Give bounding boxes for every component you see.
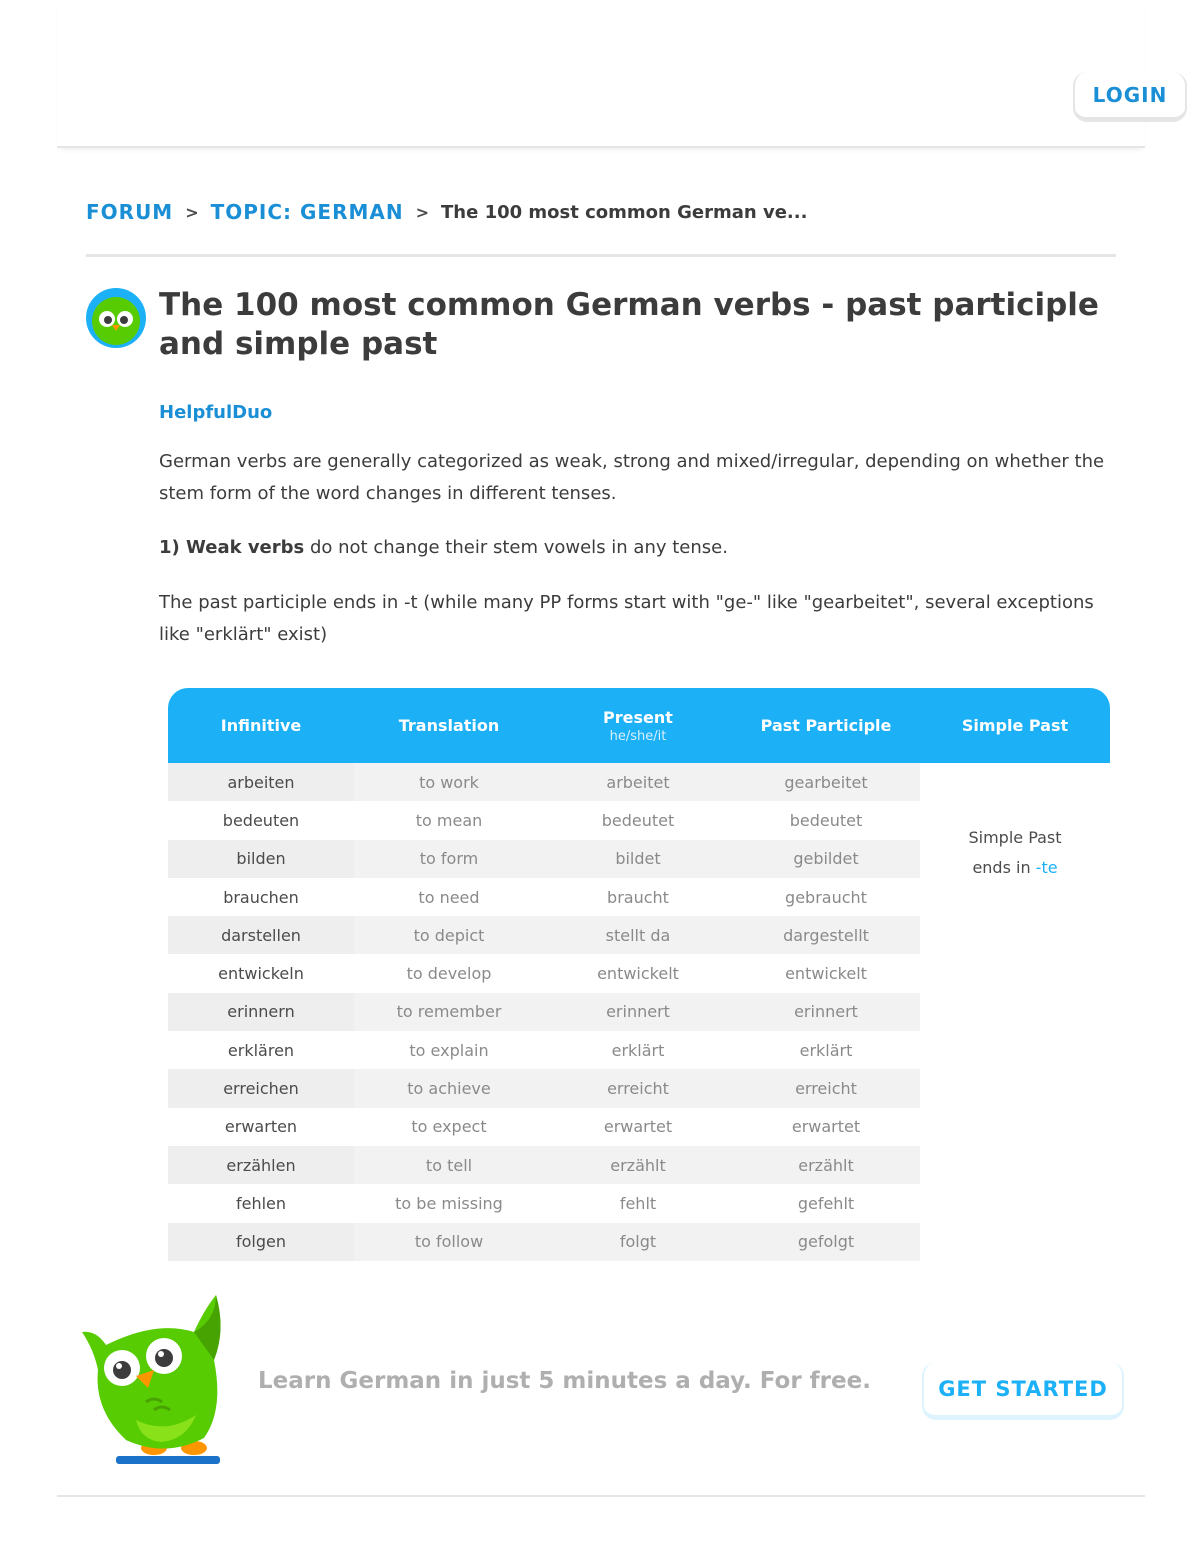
cell-present: stellt da xyxy=(544,916,732,954)
cell-simple-past xyxy=(920,954,1110,992)
table-row xyxy=(168,878,1110,916)
cell-translation: to explain xyxy=(409,1040,489,1060)
cell-translation: to achieve xyxy=(354,1069,544,1107)
cell-simple-past xyxy=(920,993,1110,1031)
cell-translation: to follow xyxy=(354,1223,544,1261)
breadcrumb-forum[interactable]: FORUM xyxy=(86,200,174,224)
cell-infinitive: bilden xyxy=(168,840,354,878)
get-started-button[interactable]: GET STARTED xyxy=(922,1362,1124,1420)
cell-past-participle: erzählt xyxy=(732,1146,920,1184)
simple-past-note xyxy=(920,823,1110,883)
header-translation: Translation xyxy=(398,716,500,735)
cell-infinitive: fehlen xyxy=(235,1193,287,1213)
breadcrumb xyxy=(86,196,1116,228)
cell-present: bildet xyxy=(544,840,732,878)
duo-owl-mascot-icon xyxy=(76,1290,226,1472)
site-header xyxy=(57,0,1168,148)
cell-simple-past xyxy=(920,1223,1110,1261)
cell-simple-past xyxy=(920,878,1110,916)
post-paragraph xyxy=(159,532,1124,564)
cell-present: entwickelt xyxy=(597,964,679,984)
cell-present: fehlt xyxy=(619,1193,657,1213)
cell-past-participle: erklärt xyxy=(799,1040,853,1060)
table-row xyxy=(168,1146,1110,1184)
header-present xyxy=(544,688,732,763)
cell-past-participle: dargestellt xyxy=(732,916,920,954)
cell-translation: to depict xyxy=(354,916,544,954)
footer-divider xyxy=(57,1495,1145,1497)
cell-infinitive: folgen xyxy=(168,1223,354,1261)
cell-simple-past xyxy=(920,1146,1110,1184)
cell-translation: to develop xyxy=(406,964,492,984)
cell-present: bedeutet xyxy=(601,810,675,830)
table-row xyxy=(168,1108,1110,1146)
cell-simple-past xyxy=(920,763,1110,801)
breadcrumb-current: The 100 most common German ve... xyxy=(441,201,808,223)
duo-owl-avatar-icon[interactable] xyxy=(86,288,146,348)
cell-present: erklärt xyxy=(611,1040,665,1060)
simple-past-note-text: ends in xyxy=(972,858,1036,877)
cell-infinitive: erreichen xyxy=(168,1069,354,1107)
post-title: The 100 most common German verbs - past participle and simple past xyxy=(159,287,1099,362)
breadcrumb-topic-german[interactable]: TOPIC: GERMAN xyxy=(210,200,404,224)
cell-past-participle: entwickelt xyxy=(785,964,867,984)
login-button[interactable]: LOGIN xyxy=(1073,72,1187,122)
cell-past-participle: bedeutet xyxy=(789,810,863,830)
divider xyxy=(86,254,1116,257)
breadcrumb-separator: > xyxy=(415,202,430,222)
cell-present: erinnert xyxy=(544,993,732,1031)
post-paragraph: German verbs are generally categorized as weak, strong and mixed/irregular, depending on whether the stem form of the word changes in different tenses. xyxy=(159,451,1105,504)
bold-text: 1) Weak verbs xyxy=(159,537,305,558)
header-infinitive: Infinitive xyxy=(220,716,302,735)
cell-translation: to be missing xyxy=(395,1193,503,1213)
cell-translation: to work xyxy=(354,763,544,801)
cell-present: erwartet xyxy=(603,1117,673,1137)
cell-past-participle: gearbeitet xyxy=(732,763,920,801)
author-name[interactable]: HelpfulDuo xyxy=(159,402,273,423)
header-present-sub: he/she/it xyxy=(609,728,667,744)
cell-simple-past xyxy=(920,1184,1110,1222)
cell-infinitive: entwickeln xyxy=(218,964,304,984)
cell-simple-past xyxy=(920,916,1110,954)
header-present-label: Present xyxy=(603,707,673,727)
cell-past-participle: gefolgt xyxy=(732,1223,920,1261)
table-body xyxy=(168,763,1110,1261)
table-row xyxy=(168,916,1110,954)
table-row xyxy=(168,763,1110,801)
simple-past-note-line: Simple Past xyxy=(968,828,1062,847)
cell-translation: to tell xyxy=(354,1146,544,1184)
cell-infinitive: bedeuten xyxy=(222,810,300,830)
promo-text: Learn German in just 5 minutes a day. For free. xyxy=(258,1368,871,1394)
table-row xyxy=(168,1031,1110,1069)
table-row xyxy=(168,1223,1110,1261)
cell-past-participle: gebraucht xyxy=(785,887,867,907)
cell-present: braucht xyxy=(607,887,669,907)
header-past-participle: Past Participle xyxy=(760,716,892,735)
post-paragraph: The past participle ends in -t (while many PP forms start with "ge-" like "gearbeitet", several exceptions like "erklärt" exist) xyxy=(159,592,1094,645)
cell-past-participle: gebildet xyxy=(732,840,920,878)
cell-simple-past xyxy=(920,1108,1110,1146)
cell-infinitive: erklären xyxy=(227,1040,295,1060)
simple-past-note-line xyxy=(920,853,1110,883)
cell-present: erreicht xyxy=(544,1069,732,1107)
table-header xyxy=(168,688,1110,763)
table-row xyxy=(168,1184,1110,1222)
cell-past-participle: erreicht xyxy=(732,1069,920,1107)
cell-present: folgt xyxy=(544,1223,732,1261)
cell-past-participle: gefehlt xyxy=(797,1193,855,1213)
cell-infinitive: erzählen xyxy=(168,1146,354,1184)
table-row xyxy=(168,993,1110,1031)
cell-present: erzählt xyxy=(544,1146,732,1184)
cell-infinitive: erinnern xyxy=(168,993,354,1031)
cell-simple-past xyxy=(920,1069,1110,1107)
cell-translation: to remember xyxy=(354,993,544,1031)
table-row xyxy=(168,1069,1110,1107)
cell-infinitive: brauchen xyxy=(223,887,299,907)
simple-past-suffix: -te xyxy=(1035,858,1058,877)
cell-past-participle: erwartet xyxy=(791,1117,861,1137)
cell-translation: to mean xyxy=(415,810,483,830)
table-row xyxy=(168,954,1110,992)
cell-infinitive: darstellen xyxy=(168,916,354,954)
cell-infinitive: arbeiten xyxy=(168,763,354,801)
paragraph-text: do not change their stem vowels in any tense. xyxy=(304,537,728,558)
cell-translation: to expect xyxy=(411,1117,487,1137)
header-simple-past: Simple Past xyxy=(961,716,1069,735)
cell-infinitive: erwarten xyxy=(224,1117,298,1137)
verb-table xyxy=(168,688,1110,1261)
cell-past-participle: erinnert xyxy=(732,993,920,1031)
breadcrumb-separator: > xyxy=(185,202,199,222)
cell-translation: to form xyxy=(354,840,544,878)
cell-simple-past xyxy=(920,1031,1110,1069)
cell-present: arbeitet xyxy=(544,763,732,801)
cell-translation: to need xyxy=(418,887,480,907)
